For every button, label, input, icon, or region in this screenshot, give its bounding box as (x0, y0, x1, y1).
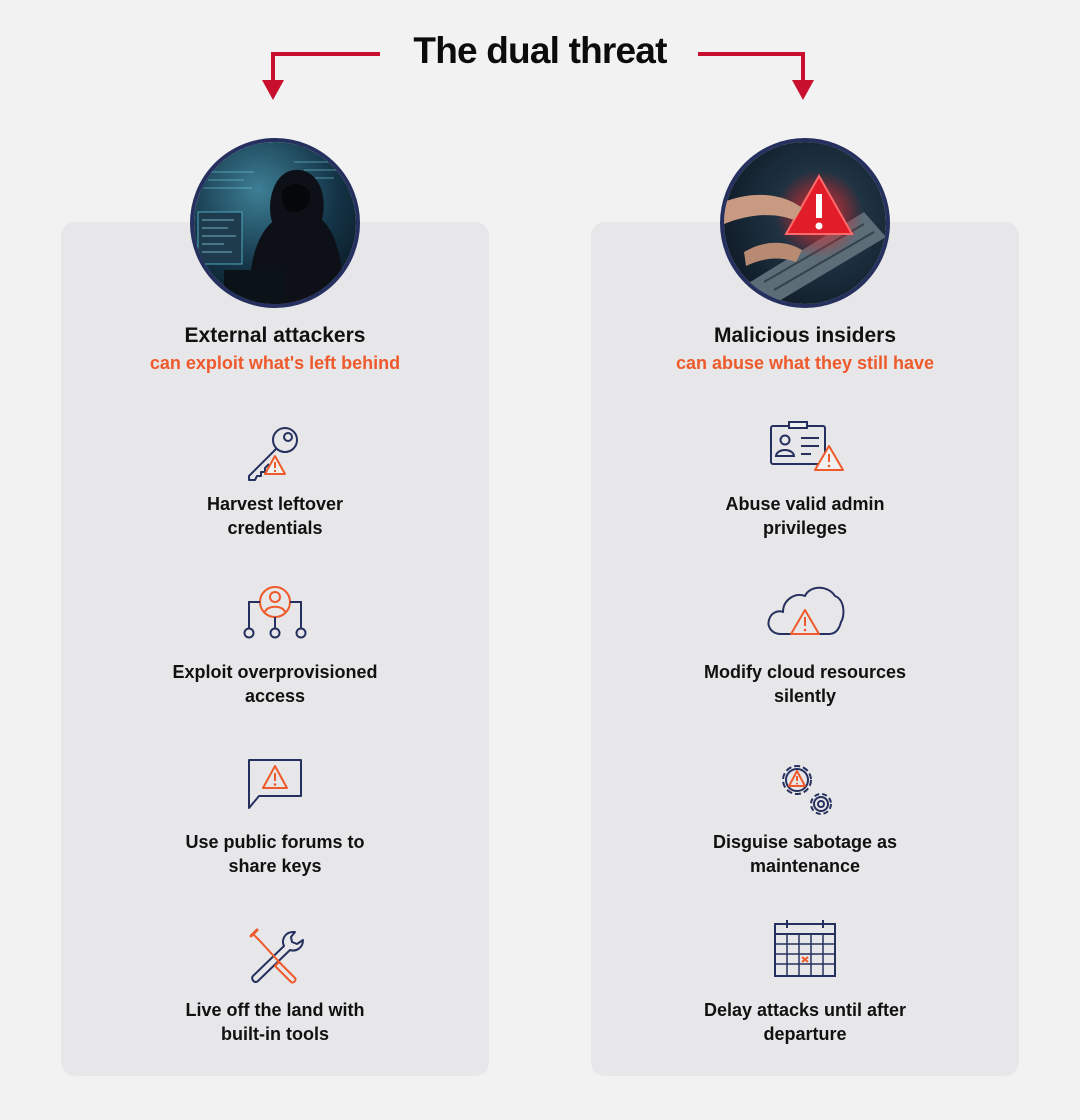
abuse-admin-label: Abuse valid admin privileges (725, 494, 885, 538)
disguise-sabotage-label: Disguise sabotage as maintenance (712, 832, 898, 876)
user-network-icon (235, 584, 315, 646)
malicious-insiders-subheading: can abuse what they still have (675, 353, 935, 373)
id-badge-warning-icon (765, 420, 845, 482)
cloud-warning-icon (765, 582, 845, 644)
right-arrow-head (792, 80, 814, 100)
harvest-credentials-label: Harvest leftover credentials (206, 494, 344, 538)
exploit-access-label: Exploit overprovisioned access (172, 662, 378, 706)
modify-cloud-label: Modify cloud resources silently (703, 662, 907, 706)
left-arrow-head (262, 80, 284, 100)
laptop-alert-photo (720, 138, 890, 308)
external-attackers-subheading: can exploit what's left behind (149, 353, 401, 373)
malicious-insiders-heading: Malicious insiders (713, 324, 897, 347)
live-off-land-label: Live off the land with built-in tools (185, 1000, 365, 1044)
key-warning-icon (235, 420, 315, 482)
tools-icon (235, 924, 315, 986)
calendar-x-icon (765, 918, 845, 980)
public-forums-label: Use public forums to share keys (185, 832, 365, 876)
chat-warning-icon (235, 756, 315, 818)
gears-warning-icon (765, 758, 845, 820)
external-attackers-heading: External attackers (184, 324, 366, 347)
delay-attacks-label: Delay attacks until after departure (703, 1000, 907, 1044)
page-title: The dual threat (413, 30, 667, 71)
hooded-hacker-photo (190, 138, 360, 308)
